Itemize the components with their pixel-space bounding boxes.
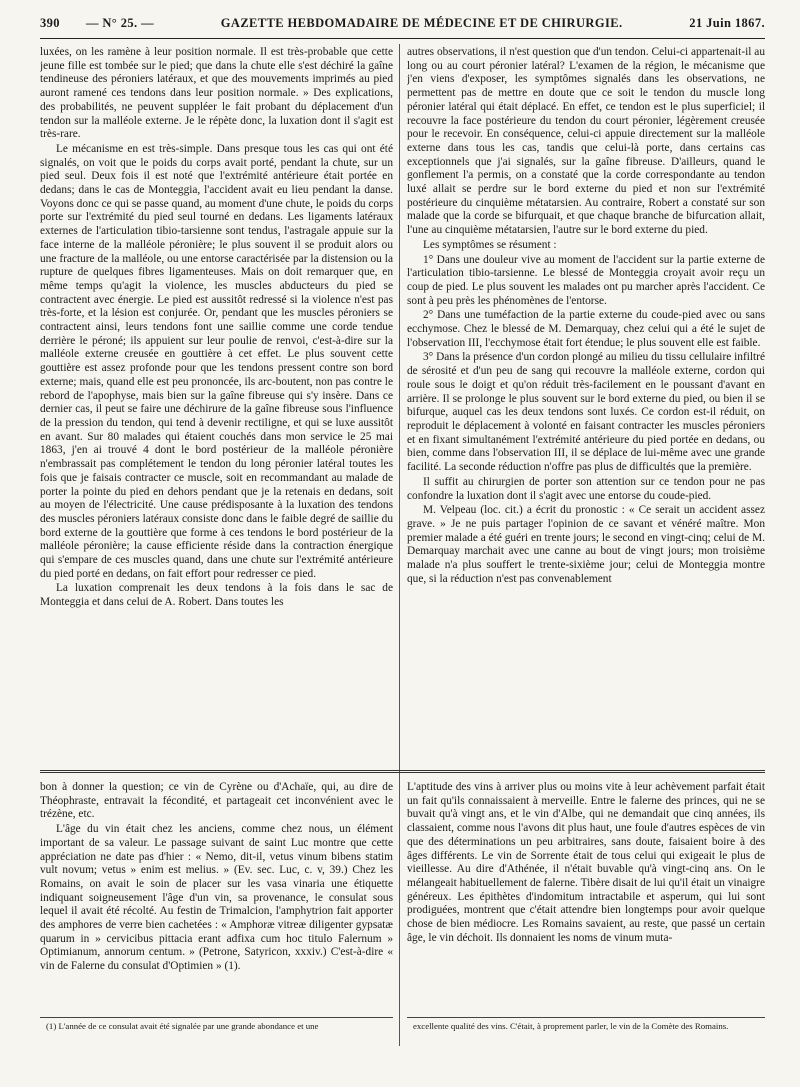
footnote-rule (407, 1017, 765, 1018)
feuilleton-divider (40, 770, 765, 773)
paragraph: La luxation comprenait les deux tendons à la fois dans le sac de Monteggia et dans celui de A. Robert. Dans toutes les (40, 582, 393, 609)
footnote-text: excellente qualité des vins. C'était, à proprement parler, le vin de la Comète des Romains. (413, 1021, 729, 1031)
footnote-left (40, 1021, 393, 1047)
paragraph: Les symptômes se résument : (423, 238, 557, 251)
footnote-text: (1) L'année de ce consulat avait été signalée par une grande abondance et une (46, 1021, 319, 1031)
feuilleton-column-left (40, 781, 393, 1013)
paragraph: luxées, on les ramène à leur position normale. Il est très-probable que cette jeune fille est tombée sur le pied; que dans la chute elle s'est déchiré la gaîne tendineuse des péroniers latéraux, et que des mouvements imprimés au pied auront ramené ces tendons dans leur position normale. » Des explications, des probabilités, ne peuvent suppléer le fait probant du déplacement d'un tendon sur la malléole externe. Je le répète donc, la luxation dont il s'agit est très-rare. (40, 46, 393, 141)
page-number: 390 (40, 15, 60, 30)
journal-title: GAZETTE HEBDOMADAIRE DE MÉDECINE ET DE CHIRURGIE. (220, 15, 623, 30)
paragraph: Il suffit au chirurgien de porter son attention sur ce tendon pour ne pas confondre la luxation dont il s'agit avec une entorse du coude-pied. (407, 475, 765, 502)
page-header (40, 8, 765, 39)
paragraph: L'aptitude des vins à arriver plus ou moins vite à leur achèvement parfait était un fait qu'ils connaissaient à merveille. Entre le falerne des princes, qui ne se buvait qu'à vingt ans, et le vin d'Albe, qui ne demandait que cinq années, ils classaient, comme nous l'avons dit plus haut, une foule d'autres espèces de vin que des déterminations un peu arbitraires, sans doute, faisaient boire à des âges différents. Le vin de Sorrente était de tous celui qui exigeait le plus de vieillesse. Au dire d'Athénée, il n'était buvable qu'à vingt-cinq ans. On le mélangeait habituellement de falerne. Tibère disait de lui qu'il était un vinaigre généreux. Les épithètes d'indomitum intractabile et asperum, qui lui sont prodiguées, montrent que c'était attendre bien longtemps pour avoir quelque chose de bien médiocre. Les Romains savaient, au reste, que passé un certain âge, le vin déchoit. Ils donnaient les noms de vinum muta- (407, 781, 765, 944)
paragraph: 1° Dans une douleur vive au moment de l'accident sur la partie externe de l'articulation tibio-tarsienne. Le blessé de Monteggia croyait avoir reçu un coup de pied. Le plus souvent les malades ont pu marcher après l'accident. Ce sont à peu près les phénomènes de l'entorse. (407, 253, 765, 307)
paragraph: bon à donner la question; ce vin de Cyrène ou d'Achaïe, qui, au dire de Théophraste, entravait la fécondité, et partageait cet inconvénient avec le trézène, etc. (40, 781, 393, 821)
paragraph: 3° Dans la présence d'un cordon plongé au milieu du tissu cellulaire infiltré de sérosité et d'un peu de sang qui recouvre la malléole externe, cordon qui roule sous le doigt et qu'on réduit très-facilement en le poussant d'avant en arrière. Il se prolonge le plus souvent sur le bord externe du pied, ou bien il se bifurque, auquel cas les deux tendons sont luxés. Ce cordon est-il réduit, on reproduit le déplacement à volonté en faisant contracter les muscles péroniers et en fixant simultanément l'extrémité antérieure du pied portée en dedans, ou bien, comme dans l'observation III, il se déplace de lui-même avec une grande facilité. La seconde réduction n'offre pas plus de difficultés que la première. (407, 351, 765, 474)
article-column-right (407, 46, 765, 766)
article-column-left (40, 46, 393, 766)
paragraph: L'âge du vin était chez les anciens, comme chez nous, un élément important de sa valeur. Le passage suivant de saint Luc montre que cette appréciation ne date pas d'hier : « Nemo, dit-il, vetus vinum bibens statim vult novum; vetus » enim est melius. » (Ev. sec. Luc, c. v, 39.) Chez les Romains, on avait le soin de placer sur les vasa vinaria une étiquette indiquant soigneusement l'âge d'un vin, sa provenance, le consulat sous lequel il avait été récolté. Au festin de Trimalcion, l'amphytrion fait apporter des amphores de verre bien cachetées : « Amphoræ vitreæ diligenter gypsatæ quarum in » cervicibus pittacia erant adfixa cum hoc titulo Falernum » Optimianum, annorum centum. » (Petrone, Satyricon, xxxiv.) C'est-à-dire « vin de Falerne du consulat d'Optimien » (1). (40, 823, 393, 973)
issue-number: — N° 25. — (85, 15, 154, 30)
paragraph: 2° Dans une tuméfaction de la partie externe du coude-pied avec ou sans ecchymose. Chez le blessé de M. Demarquay, chez celui qui a été le sujet de l'observation III, l'ecchymose était fort étendue; le plus souvent elle est faible. (407, 309, 765, 349)
paragraph: M. Velpeau (loc. cit.) a écrit du pronostic : « Ce serait un accident assez grave. » Je ne puis partager l'opinion de ce savant et vénéré maître. Mon premier malade a été guéri en trente jours; le second en vingt-cinq; celui de M. Demarquay marchait avec une canne au bout de vingt jours; mon troisième malade n'a plus souffert le trente-sixième jour; celui de Monteggia montre que, si la réduction n'est pas convenablement (407, 504, 765, 585)
footnote-right (407, 1021, 765, 1051)
footnote-rule (40, 1017, 393, 1018)
paragraph: Le mécanisme en est très-simple. Dans presque tous les cas qui ont été signalés, on voit que le poids du corps avait porté, pendant la chute, sur un pied seul. Deux fois il est noté que l'extrémité antérieure était portée en dedans; dans le cas de Monteggia, l'accident avait eu lieu pendant la danse. Voyons donc ce qui se passe quand, au moment d'une chute, le poids du corps porte sur l'extrémité du pied seul tourné en dedans. Les ligaments latéraux externes de l'articulation tibio-tarsienne sont tendus, l'astragale appuie sur la face interne de la malléole péronière; le plus souvent il se produit alors ou une fracture de la malléole, ou une entorse caractérisée par la distension ou la rupture de quelques fibres ligamenteuses. Mais on doit remarquer que, en même temps qu'agit la violence, les muscles abducteurs du pied se contractent avec énergie. Le pied est aussitôt redressé si la violence n'est pas très-forte, et la lésion est conjurée. Or, pendant que les muscles péroniers se contractent ainsi, leurs tendons font une saillie comme une corde tendue derrière le péroné; ils appuient sur leur poulie de renvoi, c'est-à-dire sur la malléole externe creusée en gouttière à cet effet. Le plus souvent cette gouttière est assez profonde pour que les tendons pressent contre son bord externe; mais, quand elle est peu prononcée, ils arc-boutent, non pas contre le rebord de l'apophyse, mais bien sur la gaîne fibreuse qui s'y insère. Dans ce dernier cas, il peut se faire une déchirure de la gaîne fibreuse sous l'influence de la pression du tendon, qui tend à devenir rectiligne, et qui se luxe aussitôt en avant. Sur 80 malades qui étaient couchés dans mon service le 25 mai 1863, j'en ai trouvé 4 dont le bord postérieur de la malléole péronière n'embrassait pas complétement le tendon du long péronier latéral toutes les fois que je faisais contracter ce muscle, soit en recommandant au malade de porter la pointe du pied en dehors pendant que je la retenais en dedans, soit au moyen de l'électricité. Une cause prédisposante à la luxation des tendons des muscles péroniers latéraux consiste donc dans le faible degré de saillie du bord externe de la gouttière que forme à ces tendons le bord postérieur de la malléole péronière; la cause efficiente réside dans la contraction énergique qui s'empare de ces muscles quand, dans une chute sur l'extrémité antérieure du pied porté en dedans, on fait effort pour redresser ce pied. (40, 142, 393, 580)
feuilleton-column-right (407, 781, 765, 1013)
column-divider (399, 44, 400, 1046)
issue-date: 21 Juin 1867. (689, 15, 765, 30)
paragraph: autres observations, il n'est question que d'un tendon. Celui-ci appartenait-il au long ou au court péronier latéral? L'examen de la région, le mécanisme que j'en viens d'exposer, les symptômes signalés dans les observations, ne permettent pas de mettre en doute que ce soit le tendon du muscle long péronier latéral qui était déplacé. En effet, ce tendon est le plus superficiel; il recouvre la face postérieure du tendon du court péronier, légèrement creusée pour le recevoir. En conséquence, celui-ci appuie directement sur la malléole externe dans tous les cas, tandis que celui-là porte, dans certains cas exceptionnels que j'ai signalés, sur la gaîne fibreuse. D'ailleurs, quand le gonflement l'a permis, on a constaté que la corde correspondante au tendon luxé allait se perdre sur le bord externe du pied et non sur l'extrémité postérieure du cinquième métatarsien. Au contraire, Robert a constaté sur son malade que la corde se bifurquait, et que chaque branche de bifurcation allait, l'une au cinquième métatarsien, l'autre sur le bord externe du pied. (407, 46, 765, 237)
